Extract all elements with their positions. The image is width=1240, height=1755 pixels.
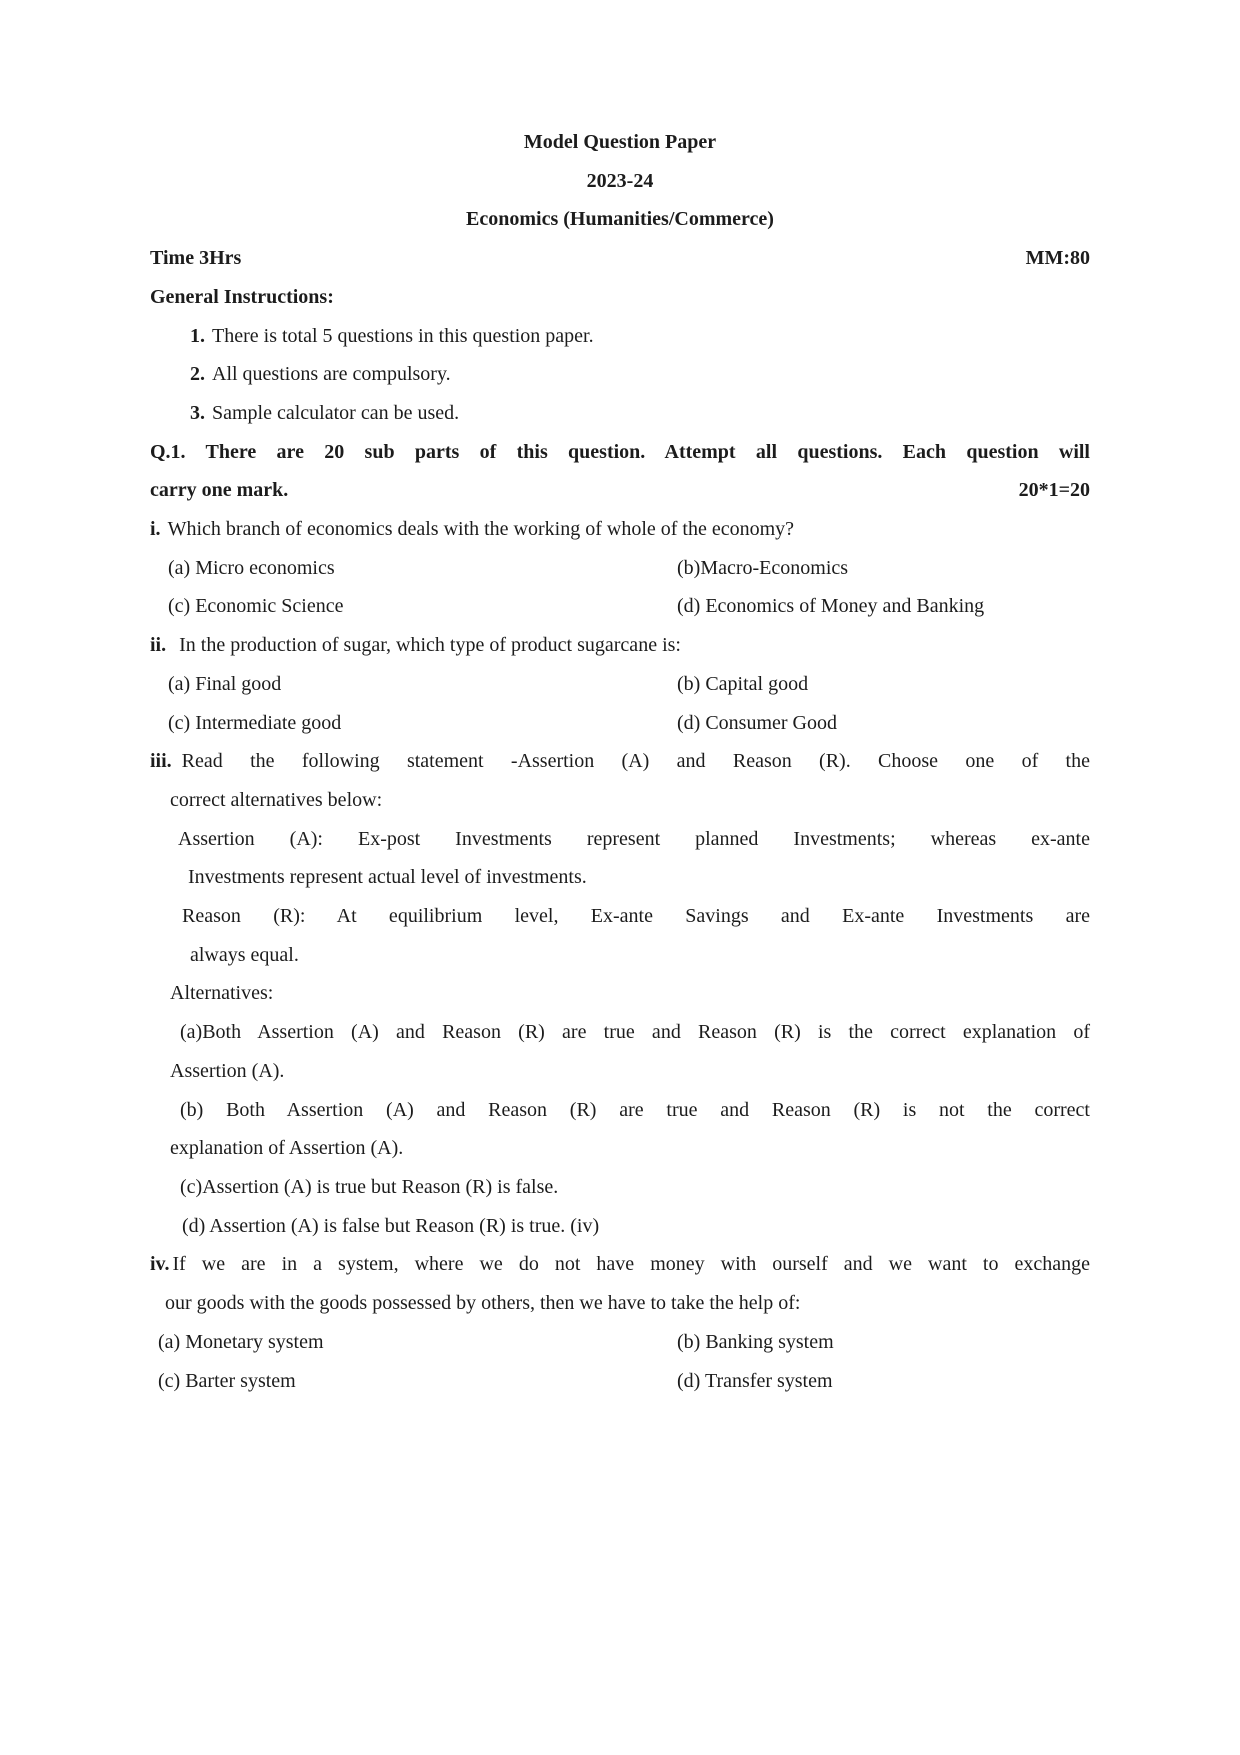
question-i-label: i. (150, 518, 161, 541)
alternative-a-line2: Assertion (A). (170, 1059, 285, 1082)
question-iv-text-line1: If we are in a system, where we do not have money with ourself and we want to exchange (172, 1253, 1090, 1276)
instruction-number: 1. (190, 324, 205, 347)
q1-i-option-d: (d) Economics of Money and Banking (677, 595, 985, 618)
question-iii-label: iii. (150, 750, 172, 773)
question-i-options-row2 (150, 587, 1090, 626)
question-ii-options-row1 (150, 665, 1090, 704)
time-marks-row (150, 239, 1090, 278)
question-ii-options-row2 (150, 704, 1090, 743)
question-iii-text-line1: Read the following statement -Assertion (A) and Reason (R). Choose one of the (181, 750, 1090, 773)
instruction-item-2 (150, 355, 1090, 394)
q1-iv-option-d: (d) Transfer system (677, 1369, 833, 1392)
question-iv-label: iv. (150, 1253, 170, 1276)
assertion-line1: Assertion (A): Ex-post Investments represent planned Investments; whereas ex-ante (178, 827, 1090, 850)
q1-iv-option-c: (c) Barter system (158, 1369, 296, 1392)
question-ii-label: ii. (150, 634, 167, 657)
paper-subject: Economics (Humanities/Commerce) (466, 208, 774, 231)
q1-ii-option-a: (a) Final good (168, 672, 282, 695)
question-iv-options-row2 (150, 1362, 1090, 1401)
reason-line2: always equal. (190, 943, 299, 966)
q1-i-option-a: (a) Micro economics (168, 556, 335, 579)
alternative-c: (c)Assertion (A) is true but Reason (R) is false. (180, 1175, 559, 1198)
q1-ii-option-b: (b) Capital good (677, 672, 809, 695)
assertion-line2: Investments represent actual level of investments. (188, 866, 587, 889)
question-i (150, 510, 1090, 549)
instruction-item-3 (150, 394, 1090, 433)
instruction-text: Sample calculator can be used. (212, 401, 460, 424)
alternative-b-line1: (b) Both Assertion (A) and Reason (R) are true and Reason (R) is not the correct (180, 1098, 1090, 1121)
instruction-text: All questions are compulsory. (212, 363, 451, 386)
alternatives-heading: Alternatives: (170, 982, 274, 1005)
question-iv-text-line2: our goods with the goods possessed by others, then we have to take the help of: (165, 1292, 801, 1315)
alternative-a-line1: (a)Both Assertion (A) and Reason (R) are true and Reason (R) is the correct explanation of (180, 1021, 1090, 1044)
question-i-text: Which branch of economics deals with the working of whole of the economy? (167, 518, 795, 541)
q1-iv-option-a: (a) Monetary system (158, 1330, 324, 1353)
question-iv (150, 1245, 1090, 1284)
question-iii-text-line2: correct alternatives below: (170, 788, 383, 811)
paper-title: Model Question Paper (523, 131, 717, 153)
reason-line1: Reason (R): At equilibrium level, Ex-ante Savings and Ex-ante Investments are (182, 905, 1090, 928)
instruction-text: There is total 5 questions in this question paper. (212, 324, 594, 347)
paper-session: 2023-24 (586, 169, 654, 192)
alternative-d: (d) Assertion (A) is false but Reason (R) is true. (iv) (182, 1214, 600, 1237)
instruction-number: 3. (190, 401, 205, 424)
q1-i-option-c: (c) Economic Science (168, 595, 344, 618)
q1-ii-option-d: (d) Consumer Good (677, 711, 837, 734)
q1-marks: 20*1=20 (1018, 479, 1090, 502)
question-ii-text: In the production of sugar, which type of product sugarcane is: (179, 634, 681, 657)
q1-heading-line2: carry one mark. (150, 479, 289, 502)
max-marks: MM:80 (1025, 247, 1090, 270)
question-iv-options-row1 (150, 1323, 1090, 1362)
q1-iv-option-b: (b) Banking system (677, 1330, 834, 1353)
question-iii (150, 742, 1090, 781)
question-i-options-row1 (150, 549, 1090, 588)
general-instructions-heading: General Instructions: (150, 285, 334, 308)
q1-ii-option-c: (c) Intermediate good (168, 711, 342, 734)
q1-heading (150, 433, 1090, 510)
question-ii (150, 626, 1090, 665)
instruction-item-1 (150, 317, 1090, 356)
q1-heading-line2-row (150, 471, 1090, 510)
time-allowed: Time 3Hrs (150, 247, 242, 270)
alternative-b-line2: explanation of Assertion (A). (170, 1137, 404, 1160)
q1-heading-line1: Q.1. There are 20 sub parts of this question. Attempt all questions. Each question will (150, 440, 1090, 463)
q1-i-option-b: (b)Macro-Economics (677, 556, 849, 579)
instruction-number: 2. (190, 363, 205, 386)
